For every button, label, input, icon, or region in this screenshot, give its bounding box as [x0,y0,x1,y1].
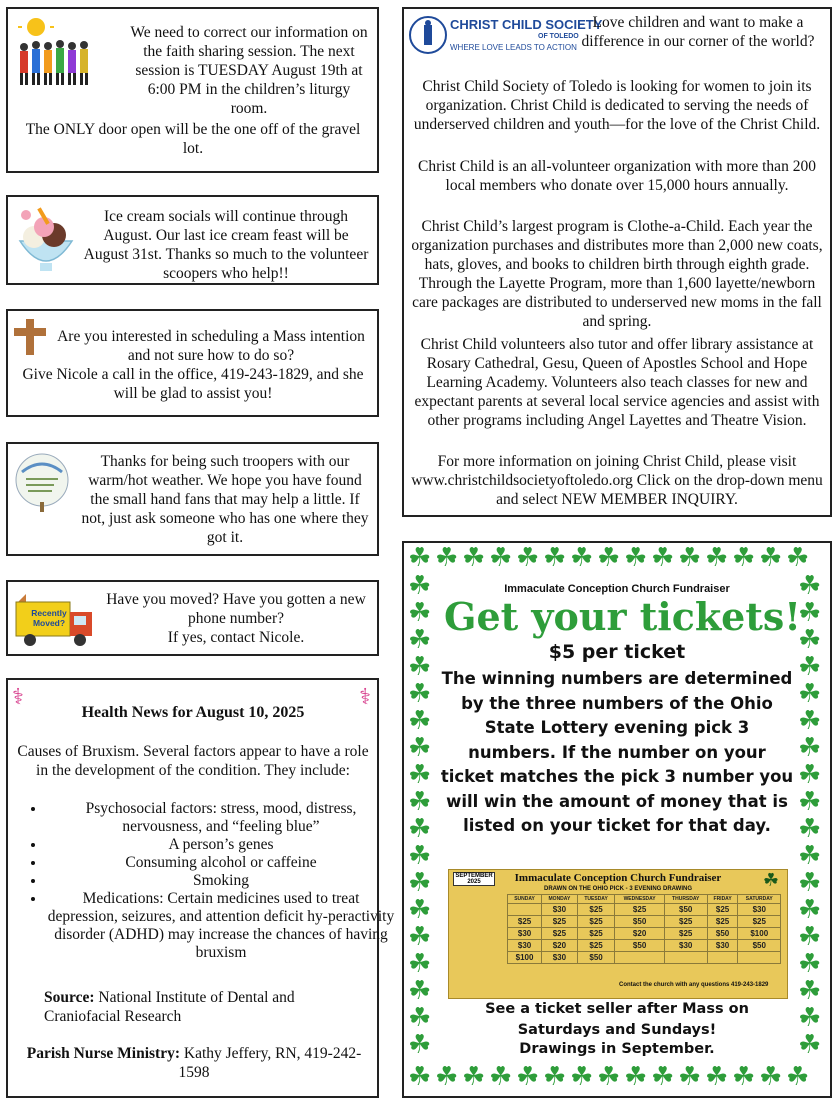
ticket-cell: $50 [577,952,615,964]
shamrock-icon: ☘ [408,679,432,708]
truck-label: Recently Moved? [31,608,67,628]
shamrock-icon: ☘ [408,571,432,600]
shamrock-icon: ☘ [624,543,648,572]
ticket-day-header: THURSDAY [664,895,707,904]
christ-child-p2: Christ Child is an all-volunteer organization with more than 200 local members who donate over 15,000 hours annually. [418,158,816,194]
health-source [44,988,354,1026]
shamrock-icon: ☘ [762,870,779,890]
ticket-cell: $25 [542,928,578,940]
fundraiser-drawings: Drawings in September. [519,1041,715,1057]
mass-intention-notice [6,309,379,417]
shamrock-icon: ☘ [798,976,822,1005]
shamrock-icon: ☘ [597,1062,621,1091]
hand-fan-icon [14,452,70,512]
ticket-cell: $30 [664,940,707,952]
shamrock-icon: ☘ [798,787,822,816]
health-news-title: Health News for August 10, 2025 [81,704,305,721]
sample-ticket [448,869,788,999]
ticket-row [508,916,781,928]
ticket-table [507,894,781,964]
shamrock-icon: ☘ [408,1003,432,1032]
shamrock-icon: ☘ [651,543,675,572]
mass-intention-contact: Give Nicole a call in the office, 419-243-1829, and she will be glad to assist you! [22,366,364,402]
shamrock-icon: ☘ [798,814,822,843]
logo-sub: OF TOLEDO [538,33,579,40]
shamrock-icon: ☘ [798,949,822,978]
christ-child-headline: Love children and want to make a difference in our corner of the world? [581,14,815,50]
ticket-cell: $25 [707,916,738,928]
fundraiser-body: The winning numbers are determined by the three numbers of the Ohio State Lottery evening pick 3 numbers. If the number on your ticket matches the pick 3 number you will win the amount of money that is listed on your ticket for that day. [440,669,794,835]
ticket-cell: $100 [738,928,781,940]
ticket-cell: $30 [542,952,578,964]
cross-icon [14,319,46,355]
ticket-cell: $25 [615,904,664,916]
shamrock-icon: ☘ [570,1062,594,1091]
shamrock-icon: ☘ [489,1062,513,1091]
ticket-cell: $30 [707,940,738,952]
ministry-label: Parish Nurse Ministry: [26,1045,181,1062]
ticket-cell: $25 [577,916,615,928]
ticket-cell: $30 [508,940,542,952]
ice-cream-icon [14,207,78,275]
ticket-cell: $25 [738,916,781,928]
ticket-cell: $20 [615,928,664,940]
shamrock-icon: ☘ [798,652,822,681]
moved-notice [6,580,379,656]
ticket-cell: $25 [664,916,707,928]
people-sun-icon [14,15,98,87]
shamrock-icon: ☘ [651,1062,675,1091]
shamrock-icon: ☘ [462,543,486,572]
ticket-cell: $30 [738,904,781,916]
shamrock-icon: ☘ [408,814,432,843]
shamrock-icon: ☘ [408,922,432,951]
shamrock-icon: ☘ [408,976,432,1005]
ice-cream-notice [6,195,379,285]
ticket-day-header: TUESDAY [577,895,615,904]
ticket-cell: $20 [542,940,578,952]
health-news-list [8,800,396,962]
ticket-cell: $25 [508,916,542,928]
shamrock-icon: ☘ [408,733,432,762]
ticket-cell: $25 [542,916,578,928]
shamrock-icon: ☘ [597,543,621,572]
logo-name: CHRIST CHILD SOCIETY [450,17,603,32]
christ-child-p4: Christ Child volunteers also tutor and offer library assistance at Rosary Cathedral, Gesu, Queen of Apostles School and Hope Learning Academy. Volunteers also teach classes for new and expectant parents at several local service agencies and assist with other programs including Angel Layettes and Theatre Vision. [414,336,820,429]
shamrock-icon: ☘ [408,625,432,654]
moved-question: Have you moved? Have you gotten a new phone number? [106,591,366,627]
ticket-day-header: MONDAY [542,895,578,904]
parish-nurse [24,1044,364,1082]
ticket-cell [664,952,707,964]
shamrock-icon: ☘ [489,543,513,572]
shamrock-icon: ☘ [408,841,432,870]
society-seal-icon [408,13,448,57]
ticket-day-header: WEDNESDAY [615,895,664,904]
ticket-day-header: SATURDAY [738,895,781,904]
shamrock-icon: ☘ [798,841,822,870]
shamrock-icon: ☘ [408,895,432,924]
ticket-day-header: FRIDAY [707,895,738,904]
fundraiser-footer: See a ticket seller after Mass on Saturdays and Sundays! [485,1001,749,1038]
shamrock-icon: ☘ [798,706,822,735]
shamrock-icon: ☘ [408,543,432,572]
shamrock-icon: ☘ [798,868,822,897]
health-news-intro: Causes of Bruxism. Several factors appear to have a role in the development of the condition. They include: [17,743,369,779]
shamrock-icon: ☘ [732,1062,756,1091]
shamrock-icon: ☘ [408,706,432,735]
shamrock-icon: ☘ [678,1062,702,1091]
shamrock-icon: ☘ [705,1062,729,1091]
ticket-cell: $50 [615,916,664,928]
faith-sharing-door-text: The ONLY door open will be the one off of the gravel lot. [25,121,361,157]
faith-sharing-text: We need to correct our information on the faith sharing session. The next session is TUESDAY August 19th at 6:00 PM in the children’s liturgy room. [130,24,368,117]
shamrock-icon: ☘ [624,1062,648,1091]
shamrock-icon: ☘ [798,1003,822,1032]
shamrock-icon: ☘ [408,1062,432,1091]
ticket-row [508,904,781,916]
shamrock-icon: ☘ [759,1062,783,1091]
ministry-text: Kathy Jeffery, RN, 419-242-1598 [178,1045,362,1081]
ticket-cell: $25 [577,940,615,952]
fundraiser-box [402,541,832,1098]
shamrock-icon: ☘ [798,760,822,789]
mass-intention-question: Are you interested in scheduling a Mass intention and not sure how to do so? [57,328,365,364]
ticket-cell: $25 [707,904,738,916]
shamrock-icon: ☘ [408,1030,432,1059]
moved-contact: If yes, contact Nicole. [167,629,305,646]
stethoscope-icon: ⚕ [12,684,24,709]
shamrock-icon: ☘ [705,543,729,572]
shamrock-icon: ☘ [798,895,822,924]
ticket-cell [508,904,542,916]
christ-child-p3: Christ Child’s largest program is Clothe-a-Child. Each year the organization purchases and distributes more than 2,000 new coats, hats, gloves, and books to children birth through eighth grade. Through the Layette Program, more than 1,600 layette/newborn care packages are distributed to underserved new moms in the fall and spring. [411,218,823,330]
shamrock-icon: ☘ [516,543,540,572]
list-item: • Psychosocial factors: stress, mood, distress, nervousness, and “feeling blue” [46,800,396,836]
ticket-row [508,928,781,940]
ticket-cell [615,952,664,964]
shamrock-icon: ☘ [408,760,432,789]
christ-child-p5: For more information on joining Christ Child, please visit www.christchildsocietyoftoledo.org Click on the drop-down menu and select NEW MEMBER INQUIRY. [411,453,823,508]
shamrock-icon: ☘ [408,598,432,627]
shamrock-icon: ☘ [408,868,432,897]
ticket-cell: $100 [508,952,542,964]
shamrock-icon: ☘ [435,1062,459,1091]
logo-tagline: WHERE LOVE LEADS TO ACTION [450,43,577,52]
ticket-cell: $25 [664,928,707,940]
ticket-cell: $30 [508,928,542,940]
shamrock-icon: ☘ [570,543,594,572]
shamrock-icon: ☘ [786,1062,810,1091]
health-news-box [6,678,395,1098]
shamrock-icon: ☘ [759,543,783,572]
list-item: • Consuming alcohol or caffeine [46,854,396,872]
hand-fans-notice [6,442,379,556]
ticket-subtitle: DRAWN ON THE OHIO PICK - 3 EVENING DRAWING [543,886,692,892]
shamrock-icon: ☘ [516,1062,540,1091]
list-item: • A person’s genes [46,836,396,854]
ticket-cell: $50 [707,928,738,940]
shamrock-icon: ☘ [435,543,459,572]
ticket-cell: $50 [615,940,664,952]
christ-child-p1: Christ Child Society of Toledo is looking for women to join its organization. Christ Child is dedicated to serving the needs of underserved children and youth—for the love of the Christ Child. [413,78,821,133]
ticket-day-header: SUNDAY [508,895,542,904]
shamrock-icon: ☘ [408,787,432,816]
fundraiser-kicker: Immaculate Conception Church Fundraiser [504,583,730,595]
ticket-cell [738,952,781,964]
fundraiser-price: $5 per ticket [548,641,686,663]
shamrock-icon: ☘ [462,1062,486,1091]
shamrock-icon: ☘ [543,543,567,572]
ticket-row [508,952,781,964]
ticket-cell: $50 [738,940,781,952]
ticket-cell: $25 [577,928,615,940]
shamrock-icon: ☘ [786,543,810,572]
shamrock-icon: ☘ [408,949,432,978]
shamrock-icon: ☘ [408,652,432,681]
ice-cream-text: Ice cream socials will continue through August. Our last ice cream feast will be August 31st. Thanks so much to the volunteer scoopers who help!! [83,208,369,282]
shamrock-icon: ☘ [798,571,822,600]
list-item: • Smoking [46,872,396,890]
source-text: National Institute of Dental and Craniofacial Research [44,989,295,1025]
shamrock-icon: ☘ [798,625,822,654]
ticket-contact: Contact the church with any questions 419-243-1829 [619,982,769,988]
hand-fans-text: Thanks for being such troopers with our warm/hot weather. We hope you have found the small hand fans that may help a little. If not, just ask someone who has one where they got it. [81,453,369,546]
ticket-row [508,940,781,952]
shamrock-icon: ☘ [798,679,822,708]
ticket-month: SEPTEMBER 2025 [453,872,495,886]
shamrock-icon: ☘ [798,598,822,627]
faith-sharing-notice [6,7,379,173]
fundraiser-headline: Get your tickets! [444,594,801,639]
source-label: Source: [44,989,95,1006]
ticket-cell: $50 [664,904,707,916]
christ-child-logo [408,13,603,59]
shamrock-icon: ☘ [678,543,702,572]
ticket-cell [707,952,738,964]
christ-child-society-box [402,7,832,517]
shamrock-icon: ☘ [798,733,822,762]
shamrock-icon: ☘ [543,1062,567,1091]
shamrock-icon: ☘ [732,543,756,572]
stethoscope-icon: ⚕ [359,684,371,709]
ticket-title: Immaculate Conception Church Fundraiser [514,872,722,884]
ticket-cell: $25 [577,904,615,916]
shamrock-icon: ☘ [798,1030,822,1059]
shamrock-icon: ☘ [798,922,822,951]
list-item: • Medications: Certain medicines used to treat depression, seizures, and attention deficit hy-peractivity disorder (ADHD) may increase the chances of having bruxism [46,890,396,962]
ticket-cell: $30 [542,904,578,916]
